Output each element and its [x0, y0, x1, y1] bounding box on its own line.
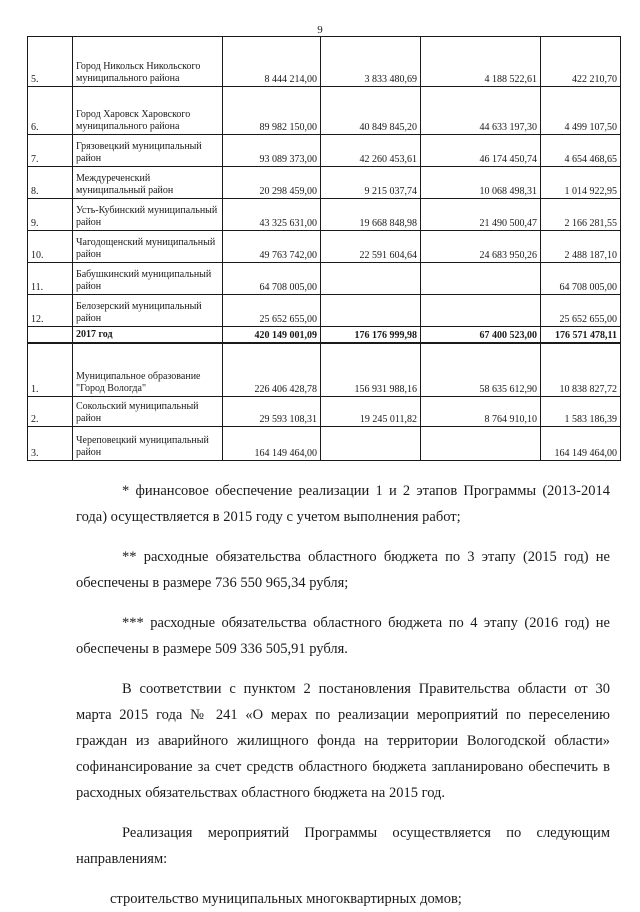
row-municipality: Город Никольск Никольского муниципального района [73, 37, 223, 87]
row-total-cost: 49 763 742,00 [223, 231, 321, 263]
row-regional-budget: 46 174 450,74 [421, 135, 541, 167]
row-fund-amount [321, 263, 421, 295]
row-municipality: Город Харовск Харовского муниципального района [73, 87, 223, 135]
row-fund-amount: 22 591 604,64 [321, 231, 421, 263]
footnote-3: *** расходные обязательства областного бюджета по 4 этапу (2016 год) не обеспечены в размере 509 336 505,91 рубля. [76, 615, 610, 657]
row-regional-budget: 44 633 197,30 [421, 87, 541, 135]
row-regional-budget [421, 263, 541, 295]
footnote-1: * финансовое обеспечение реализации 1 и 2 этапов Программы (2013-2014 года) осуществляется в 2015 году с учетом выполнения работ; [76, 483, 610, 525]
row-total-cost: 89 982 150,00 [223, 87, 321, 135]
row-local-budget: 4 499 107,50 [541, 87, 621, 135]
row-regional-budget [421, 295, 541, 327]
row-total-cost: 226 406 428,78 [223, 343, 321, 397]
row-total-cost: 25 652 655,00 [223, 295, 321, 327]
row-total-cost: 93 089 373,00 [223, 135, 321, 167]
row-total-cost: 29 593 108,31 [223, 397, 321, 427]
row-total-cost: 8 444 214,00 [223, 37, 321, 87]
table-row [28, 167, 621, 199]
row-number: 2. [28, 397, 73, 427]
row-regional-budget: 21 490 500,47 [421, 199, 541, 231]
row-number: 7. [28, 135, 73, 167]
table-row [28, 397, 621, 427]
row-municipality: Сокольский муниципальный район [73, 397, 223, 427]
row-total-cost: 164 149 464,00 [223, 427, 321, 461]
row-number: 12. [28, 295, 73, 327]
row-fund-amount: 40 849 845,20 [321, 87, 421, 135]
row-municipality: Междуреченский муниципальный район [73, 167, 223, 199]
row-total-cost: 43 325 631,00 [223, 199, 321, 231]
row-fund-amount: 156 931 988,16 [321, 343, 421, 397]
budget-table-body [28, 37, 621, 461]
row-total-cost: 420 149 001,09 [223, 327, 321, 343]
paragraph-resolution: В соответствии с пунктом 2 постановления Правительства области от 30 марта 2015 года № 241 «О мерах по реализации мероприятий по переселению граждан из аварийного жилищного фонда на территории Вологодской области» софинансирование за счет средств областного бюджета запланировано обеспечить в расходных обязательствах областного бюджета на 2015 год. [76, 681, 610, 801]
table-row [28, 263, 621, 295]
row-regional-budget: 8 764 910,10 [421, 397, 541, 427]
row-number: 6. [28, 87, 73, 135]
row-local-budget: 64 708 005,00 [541, 263, 621, 295]
row-municipality: Бабушкинский муниципальный район [73, 263, 223, 295]
row-fund-amount: 19 668 848,98 [321, 199, 421, 231]
row-number: 9. [28, 199, 73, 231]
footnote-2: ** расходные обязательства областного бюджета по 3 этапу (2015 год) не обеспечены в размере 736 550 965,34 рубля; [76, 549, 610, 591]
row-local-budget: 1 014 922,95 [541, 167, 621, 199]
row-municipality: Грязовецкий муниципальный район [73, 135, 223, 167]
row-regional-budget: 58 635 612,90 [421, 343, 541, 397]
row-municipality: Усть-Кубинский муниципальный район [73, 199, 223, 231]
paragraph-construction: строительство муниципальных многоквартирных домов; [110, 891, 462, 907]
table-row [28, 427, 621, 461]
paragraph-directions: Реализация мероприятий Программы осуществляется по следующим направлениям: [76, 825, 610, 867]
row-local-budget: 164 149 464,00 [541, 427, 621, 461]
row-fund-amount [321, 295, 421, 327]
table-total-row [28, 327, 621, 343]
row-local-budget: 2 166 281,55 [541, 199, 621, 231]
table-row [28, 199, 621, 231]
row-regional-budget: 4 188 522,61 [421, 37, 541, 87]
row-number: 10. [28, 231, 73, 263]
row-local-budget: 10 838 827,72 [541, 343, 621, 397]
row-regional-budget [421, 427, 541, 461]
row-fund-amount: 42 260 453,61 [321, 135, 421, 167]
row-municipality: Череповецкий муниципальный район [73, 427, 223, 461]
row-fund-amount: 19 245 011,82 [321, 397, 421, 427]
row-local-budget: 1 583 186,39 [541, 397, 621, 427]
row-regional-budget: 67 400 523,00 [421, 327, 541, 343]
row-number: 5. [28, 37, 73, 87]
table-row [28, 135, 621, 167]
row-municipality: Белозерский муниципальный район [73, 295, 223, 327]
row-fund-amount: 176 176 999,98 [321, 327, 421, 343]
table-row [28, 37, 621, 87]
row-total-cost: 64 708 005,00 [223, 263, 321, 295]
row-local-budget: 176 571 478,11 [541, 327, 621, 343]
row-regional-budget: 10 068 498,31 [421, 167, 541, 199]
table-row [28, 231, 621, 263]
row-number: 3. [28, 427, 73, 461]
row-number: 1. [28, 343, 73, 397]
row-fund-amount: 3 833 480,69 [321, 37, 421, 87]
table-row [28, 295, 621, 327]
row-local-budget: 4 654 468,65 [541, 135, 621, 167]
row-number: 11. [28, 263, 73, 295]
row-fund-amount: 9 215 037,74 [321, 167, 421, 199]
row-fund-amount [321, 427, 421, 461]
row-number [28, 327, 73, 343]
footnotes [76, 478, 610, 912]
row-municipality: Муниципальное образование "Город Вологда" [73, 343, 223, 397]
row-local-budget: 422 210,70 [541, 37, 621, 87]
budget-table [27, 36, 621, 461]
row-municipality: Чагодощенский муниципальный район [73, 231, 223, 263]
table-row [28, 343, 621, 397]
page-number: 9 [317, 24, 323, 36]
row-total-cost: 20 298 459,00 [223, 167, 321, 199]
row-number: 8. [28, 167, 73, 199]
row-regional-budget: 24 683 950,26 [421, 231, 541, 263]
row-local-budget: 2 488 187,10 [541, 231, 621, 263]
table-row [28, 87, 621, 135]
row-municipality: 2017 год [73, 327, 223, 343]
row-local-budget: 25 652 655,00 [541, 295, 621, 327]
